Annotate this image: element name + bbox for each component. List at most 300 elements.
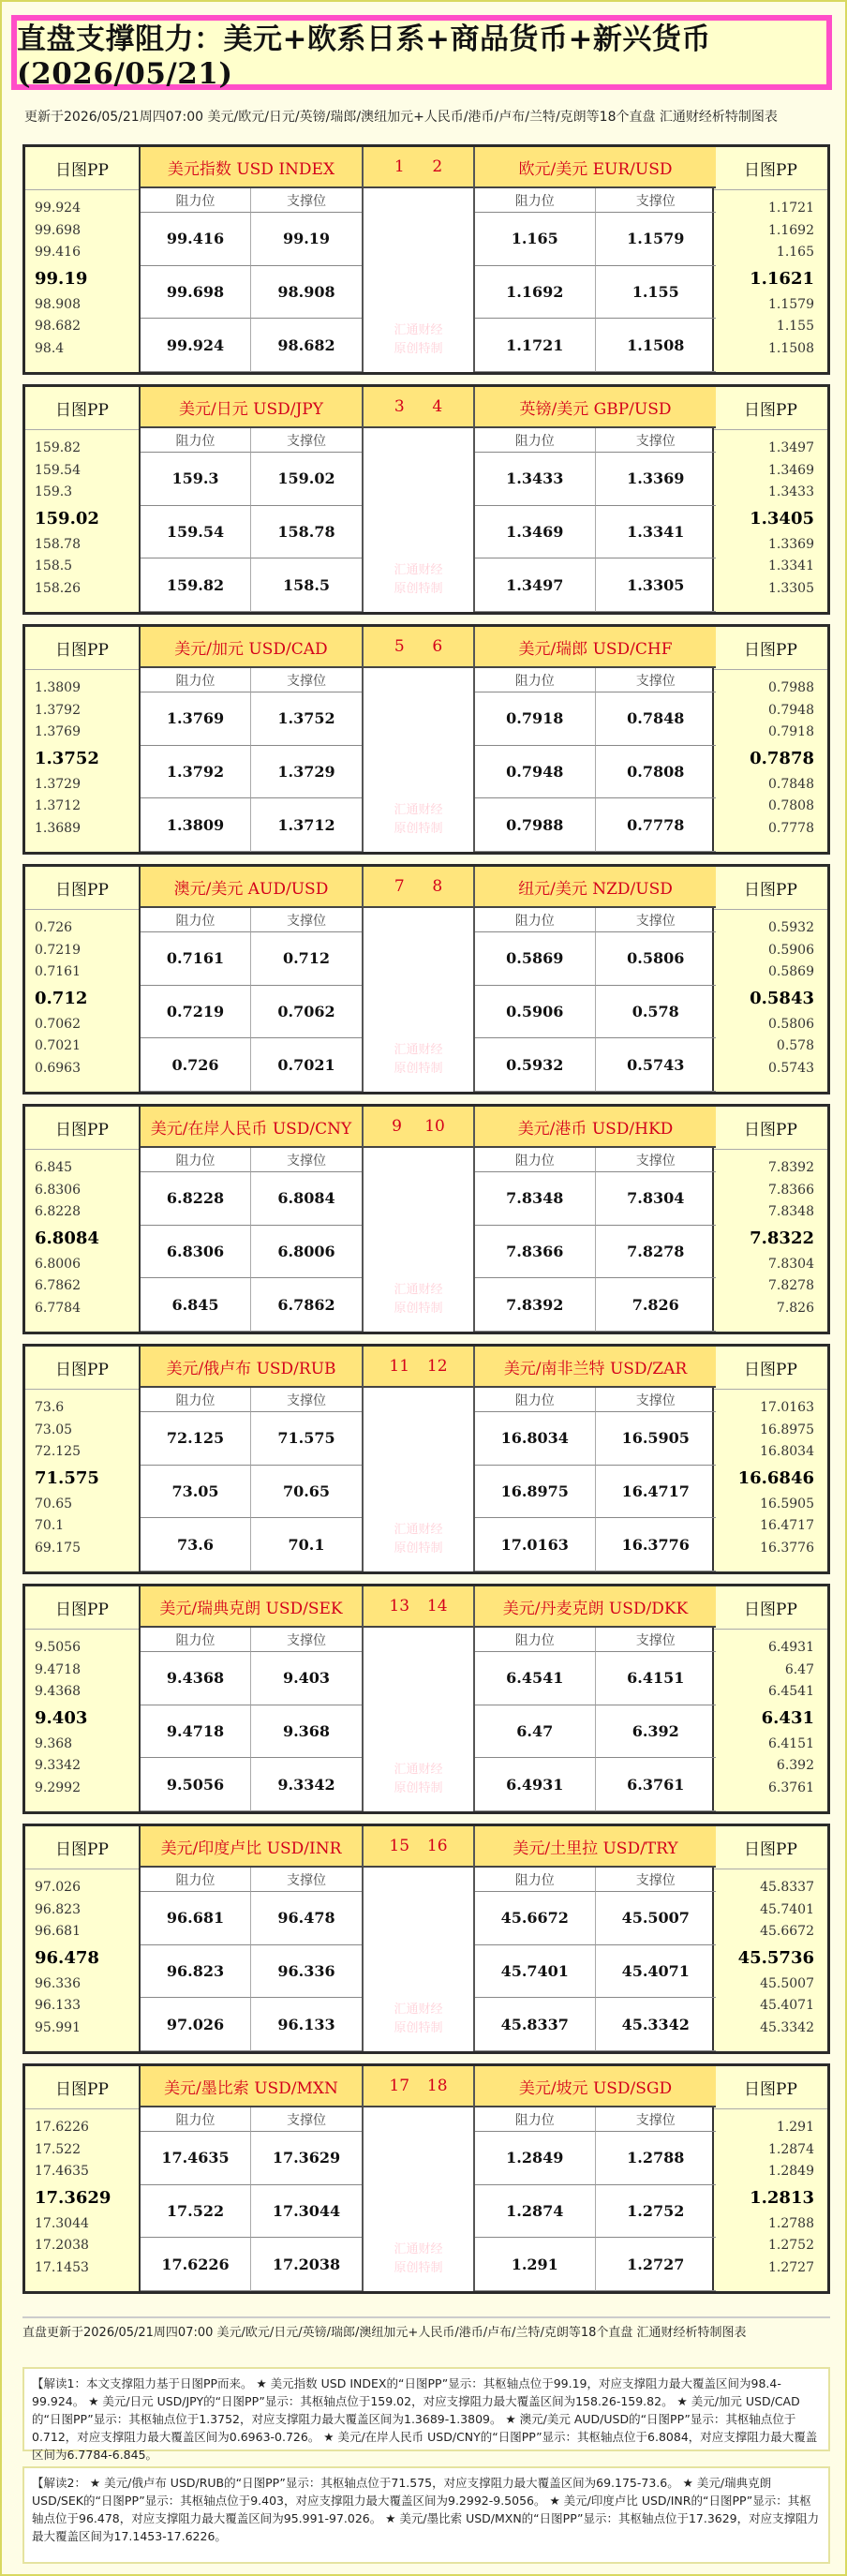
pivot-level-value: 158.26 (35, 580, 81, 596)
support-value: 96.336 (251, 1945, 362, 1999)
watermark-line-1: 汇通财经 (394, 2242, 443, 2256)
pivot-header: 日图PP (714, 1586, 827, 1630)
pair-title: 美元/港币 USD/HKD (473, 1107, 716, 1148)
left-pivot-column (25, 2066, 141, 2291)
interpretation-note-1: 【解读1：本文支撑阻力基于日图PP而来。 ★ 美元指数 USD INDEX的“日图PP”显示：其枢轴点位于99.19，对应支撑阻力最大覆盖区间为98.4-99.924。 ★ 美元/日元 USD/JPY的“日图PP”显示：其枢轴点位于159.02，对应支撑阻力最大覆盖区间为158.26-159.82。 ★ 美元/加元 USD/CAD的“日图PP”显示：其枢轴点位于1.3752，对应支撑阻力最大覆盖区间为1.3689-1.3809。 ★ 澳元/美元 AUD/USD的“日图PP”显示：其枢轴点位于0.712，对应支撑阻力最大覆盖区间为0.6963-0.726。 ★ 美元/在岸人民币 USD/CNY的“日图PP”显示：其枢轴点位于6.8084，对应支撑阻力最大覆盖区间为6.7784-6.845。 (22, 2367, 830, 2451)
pair-numbers (364, 2066, 473, 2107)
pair-title: 欧元/美元 EUR/USD (473, 147, 716, 188)
pivot-level-value: 45.4071 (760, 1998, 814, 2013)
pivot-level-value: 1.3433 (768, 484, 814, 499)
pair-number: 6 (432, 637, 443, 656)
levels-table (141, 2107, 364, 2291)
pivot-point-value: 7.8322 (750, 1228, 814, 1248)
pivot-level-value: 6.8006 (35, 1256, 81, 1272)
watermark-column (364, 1148, 473, 1332)
watermark (364, 1281, 473, 1318)
resistance-value: 1.3792 (141, 746, 251, 799)
pair-number: 16 (426, 1837, 448, 1855)
support-value: 6.392 (596, 1705, 717, 1759)
pair-number: 8 (432, 877, 443, 896)
pair-numbers (364, 387, 473, 428)
pivot-level-value: 159.82 (35, 440, 81, 455)
pair-numbers (364, 1586, 473, 1628)
pivot-level-value: 0.726 (35, 920, 73, 935)
resistance-header: 阻力位 (475, 1628, 596, 1652)
left-pivot-column (25, 1347, 141, 1571)
resistance-value: 9.4718 (141, 1705, 251, 1759)
pivot-level-value: 0.7778 (768, 820, 814, 836)
support-header: 支撑位 (251, 1628, 362, 1652)
support-value: 17.2038 (251, 2238, 362, 2291)
support-header: 支撑位 (596, 668, 717, 692)
pivot-header: 日图PP (25, 867, 139, 910)
pair-section (22, 1104, 830, 1334)
resistance-value: 1.3433 (475, 453, 596, 506)
pivot-level-value: 0.7808 (768, 798, 814, 813)
resistance-header: 阻力位 (141, 428, 251, 453)
support-value: 45.4071 (596, 1945, 717, 1999)
watermark-line-1: 汇通财经 (394, 563, 443, 577)
interpretation-note-2: 【解读2： ★ 美元/俄卢布 USD/RUB的“日图PP”显示：其枢轴点位于71.575，对应支撑阻力最大覆盖区间为69.175-73.6。 ★ 美元/瑞典克朗 USD/SEK的“日图PP”显示：其枢轴点位于9.403，对应支撑阻力最大覆盖区间为9.2992-9.5056。 ★ 美元/印度卢比 USD/INR的“日图PP”显示：其枢轴点位于96.478，对应支撑阻力最大覆盖区间为95.991-97.026。 ★ 美元/墨比索 USD/MXN的“日图PP”显示：其枢轴点位于17.3629，对应支撑阻力最大覆盖区间为17.1453-17.6226。 (22, 2466, 830, 2564)
pivot-level-value: 0.5743 (768, 1060, 814, 1076)
pivot-level-value: 98.4 (35, 340, 65, 356)
pivot-level-value: 45.7401 (760, 1901, 814, 1917)
watermark (364, 1761, 473, 1798)
pivot-level-value: 9.2992 (35, 1779, 81, 1795)
pivot-header: 日图PP (714, 387, 827, 430)
pivot-header: 日图PP (25, 1586, 139, 1630)
resistance-value: 73.6 (141, 1518, 251, 1571)
pivot-level-value: 17.3044 (35, 2215, 89, 2231)
resistance-value: 1.291 (475, 2238, 596, 2291)
support-value: 16.3776 (596, 1518, 717, 1571)
resistance-value: 0.7948 (475, 746, 596, 799)
support-header: 支撑位 (596, 2107, 717, 2132)
pivot-point-value: 16.6846 (737, 1467, 814, 1488)
resistance-value: 7.8366 (475, 1226, 596, 1279)
resistance-value: 97.026 (141, 1998, 251, 2051)
resistance-value: 1.165 (475, 213, 596, 266)
pivot-level-value: 9.4368 (35, 1684, 81, 1699)
pair-numbers (364, 867, 473, 908)
pair-title: 美元/印度卢比 USD/INR (141, 1826, 364, 1868)
resistance-value: 6.47 (475, 1705, 596, 1759)
support-value: 17.3044 (251, 2185, 362, 2239)
resistance-header: 阻力位 (141, 1148, 251, 1172)
support-value: 71.575 (251, 1412, 362, 1466)
support-value: 7.826 (596, 1278, 717, 1332)
update-subtitle: 更新于2026/05/21周四07:00 美元/欧元/日元/英镑/瑞郎/澳纽加元+人民币/港币/卢布/兰特/克朗等18个直盘 汇通财经析特制图表 (24, 110, 778, 125)
resistance-value: 45.8337 (475, 1998, 596, 2051)
resistance-header: 阻力位 (475, 908, 596, 932)
resistance-header: 阻力位 (475, 1868, 596, 1892)
resistance-header: 阻力位 (141, 188, 251, 213)
resistance-value: 0.7918 (475, 692, 596, 746)
pivot-level-value: 1.2874 (768, 2141, 814, 2157)
pivot-point-value: 71.575 (35, 1467, 99, 1488)
support-header: 支撑位 (251, 908, 362, 932)
resistance-header: 阻力位 (141, 1628, 251, 1652)
pair-title: 美元/墨比索 USD/MXN (141, 2066, 364, 2107)
levels-table (473, 1628, 716, 1811)
right-pivot-column (712, 1347, 827, 1571)
pivot-level-value: 99.924 (35, 201, 81, 216)
watermark-line-1: 汇通财经 (394, 2003, 443, 2017)
support-value: 45.5007 (596, 1892, 717, 1945)
support-header: 支撑位 (251, 668, 362, 692)
watermark-line-1: 汇通财经 (394, 1043, 443, 1057)
pair-title: 美元/在岸人民币 USD/CNY (141, 1107, 364, 1148)
support-header: 支撑位 (596, 188, 717, 213)
pair-numbers (364, 1107, 473, 1148)
left-pivot-column (25, 627, 141, 852)
resistance-value: 72.125 (141, 1412, 251, 1466)
watermark-column (364, 2107, 473, 2291)
support-value: 98.908 (251, 266, 362, 320)
pair-title: 英镑/美元 GBP/USD (473, 387, 716, 428)
support-value: 0.7062 (251, 986, 362, 1039)
resistance-value: 9.5056 (141, 1758, 251, 1811)
pivot-level-value: 9.368 (35, 1735, 73, 1751)
pair-section (22, 1584, 830, 1814)
resistance-value: 6.8306 (141, 1226, 251, 1279)
levels-table (141, 1388, 364, 1571)
pivot-point-value: 45.5736 (737, 1947, 814, 1968)
resistance-value: 159.3 (141, 453, 251, 506)
levels-table (473, 188, 716, 372)
pivot-point-value: 6.8084 (35, 1228, 99, 1248)
watermark (364, 2241, 473, 2278)
support-value: 1.3729 (251, 746, 362, 799)
pivot-level-value: 1.3809 (35, 680, 81, 695)
pivot-level-value: 6.7862 (35, 1278, 81, 1293)
resistance-value: 1.1692 (475, 266, 596, 320)
resistance-header: 阻力位 (475, 668, 596, 692)
resistance-value: 45.7401 (475, 1945, 596, 1999)
pivot-level-value: 7.8366 (768, 1182, 814, 1198)
resistance-value: 6.4931 (475, 1758, 596, 1811)
resistance-header: 阻力位 (475, 188, 596, 213)
support-value: 1.1508 (596, 319, 717, 372)
pair-number: 18 (426, 2077, 448, 2095)
pivot-header: 日图PP (25, 1826, 139, 1869)
pivot-level-value: 6.3761 (768, 1779, 814, 1795)
watermark-line-2: 原创特制 (394, 582, 443, 596)
pair-title: 澳元/美元 AUD/USD (141, 867, 364, 908)
pivot-level-value: 1.2849 (768, 2164, 814, 2179)
support-value: 1.3341 (596, 506, 717, 559)
pivot-point-value: 159.02 (35, 508, 99, 529)
pivot-level-value: 9.4718 (35, 1661, 81, 1677)
levels-table (473, 1388, 716, 1571)
pivot-level-value: 96.681 (35, 1924, 81, 1939)
pivot-level-value: 17.522 (35, 2141, 81, 2157)
support-value: 0.7808 (596, 746, 717, 799)
watermark-line-1: 汇通财经 (394, 1763, 443, 1777)
pivot-level-value: 1.1508 (768, 340, 814, 356)
pivot-level-value: 99.416 (35, 245, 81, 260)
pivot-level-value: 1.155 (776, 319, 814, 334)
pivot-header: 日图PP (25, 147, 139, 190)
footer-text: 直盘更新于2026/05/21周四07:00 美元/欧元/日元/英镑/瑞郎/澳纽加元+人民币/港币/卢布/兰特/克朗等18个直盘 汇通财经析特制图表 (22, 2316, 830, 2371)
pivot-level-value: 0.7918 (768, 724, 814, 739)
resistance-value: 16.8975 (475, 1466, 596, 1519)
resistance-header: 阻力位 (141, 2107, 251, 2132)
support-header: 支撑位 (596, 908, 717, 932)
pivot-level-value: 6.392 (776, 1758, 814, 1773)
support-value: 16.4717 (596, 1466, 717, 1519)
support-header: 支撑位 (596, 1388, 717, 1412)
pivot-level-value: 0.5932 (768, 920, 814, 935)
pivot-level-value: 1.3369 (768, 536, 814, 552)
pivot-level-value: 70.65 (35, 1496, 73, 1511)
pivot-level-value: 73.6 (35, 1400, 65, 1415)
pivot-header: 日图PP (714, 1107, 827, 1150)
pair-title: 美元/南非兰特 USD/ZAR (473, 1347, 716, 1388)
pivot-level-value: 98.908 (35, 296, 81, 312)
resistance-value: 0.7161 (141, 932, 251, 986)
pivot-level-value: 6.47 (784, 1661, 814, 1677)
pivot-header: 日图PP (714, 867, 827, 910)
pivot-level-value: 17.6226 (35, 2120, 89, 2135)
support-value: 96.133 (251, 1998, 362, 2051)
resistance-header: 阻力位 (141, 668, 251, 692)
watermark-column (364, 428, 473, 612)
pair-section (22, 1824, 830, 2054)
right-pivot-column (712, 2066, 827, 2291)
pivot-level-value: 0.7062 (35, 1016, 81, 1032)
pair-title: 美元指数 USD INDEX (141, 147, 364, 188)
right-pivot-column (712, 627, 827, 852)
pivot-level-value: 1.3712 (35, 798, 81, 813)
resistance-value: 1.3809 (141, 798, 251, 852)
resistance-value: 17.522 (141, 2185, 251, 2239)
pivot-level-value: 0.7219 (35, 942, 81, 958)
resistance-value: 99.698 (141, 266, 251, 320)
pair-section (22, 2063, 830, 2294)
pair-number: 17 (389, 2077, 410, 2095)
pivot-point-value: 96.478 (35, 1947, 99, 1968)
left-pivot-column (25, 1586, 141, 1811)
resistance-value: 9.4368 (141, 1652, 251, 1705)
pivot-level-value: 16.4717 (760, 1518, 814, 1533)
pair-title: 美元/俄卢布 USD/RUB (141, 1347, 364, 1388)
left-pivot-column (25, 1107, 141, 1332)
watermark-line-2: 原创特制 (394, 342, 443, 356)
resistance-value: 6.8228 (141, 1172, 251, 1226)
pair-number: 3 (394, 397, 405, 416)
pivot-level-value: 1.3689 (35, 820, 81, 836)
pivot-level-value: 45.8337 (760, 1880, 814, 1895)
resistance-value: 0.726 (141, 1038, 251, 1092)
pivot-level-value: 17.4635 (35, 2164, 89, 2179)
watermark (364, 1521, 473, 1558)
resistance-value: 0.5906 (475, 986, 596, 1039)
left-pivot-column (25, 387, 141, 612)
watermark-column (364, 188, 473, 372)
pivot-level-value: 6.4541 (768, 1684, 814, 1699)
pair-title: 美元/土里拉 USD/TRY (473, 1826, 716, 1868)
right-pivot-column (712, 867, 827, 1092)
pivot-level-value: 1.1579 (768, 296, 814, 312)
pivot-header: 日图PP (714, 147, 827, 190)
right-pivot-column (712, 147, 827, 372)
pair-section (22, 384, 830, 615)
support-value: 1.2752 (596, 2185, 717, 2239)
pivot-level-value: 0.5806 (768, 1016, 814, 1032)
support-value: 0.7021 (251, 1038, 362, 1092)
pivot-level-value: 1.3469 (768, 462, 814, 478)
watermark-line-1: 汇通财经 (394, 803, 443, 817)
support-header: 支撑位 (251, 1388, 362, 1412)
support-value: 9.3342 (251, 1758, 362, 1811)
watermark-column (364, 668, 473, 852)
pivot-level-value: 96.133 (35, 1998, 81, 2013)
watermark (364, 1041, 473, 1079)
levels-table (141, 188, 364, 372)
resistance-value: 96.681 (141, 1892, 251, 1945)
support-header: 支撑位 (596, 1628, 717, 1652)
support-header: 支撑位 (596, 428, 717, 453)
pivot-level-value: 0.7161 (35, 964, 81, 979)
pivot-level-value: 7.8278 (768, 1278, 814, 1293)
pivot-point-value: 1.1621 (750, 268, 814, 289)
pair-title: 美元/加元 USD/CAD (141, 627, 364, 668)
pivot-level-value: 1.1692 (768, 222, 814, 238)
watermark-line-2: 原创特制 (394, 1541, 443, 1556)
resistance-value: 0.5869 (475, 932, 596, 986)
support-header: 支撑位 (251, 1148, 362, 1172)
resistance-value: 99.924 (141, 319, 251, 372)
pair-number: 14 (426, 1597, 448, 1616)
levels-table (141, 1148, 364, 1332)
pivot-header: 日图PP (25, 1347, 139, 1390)
pivot-level-value: 17.1453 (35, 2259, 89, 2275)
pivot-level-value: 9.5056 (35, 1640, 81, 1655)
pivot-header: 日图PP (714, 1826, 827, 1869)
watermark-line-1: 汇通财经 (394, 1283, 443, 1297)
pair-title: 美元/坡元 USD/SGD (473, 2066, 716, 2107)
pivot-level-value: 97.026 (35, 1880, 81, 1895)
watermark (364, 321, 473, 359)
support-value: 9.368 (251, 1705, 362, 1759)
pivot-level-value: 17.0163 (760, 1400, 814, 1415)
levels-table (473, 1868, 716, 2051)
resistance-value: 96.823 (141, 1945, 251, 1999)
support-value: 96.478 (251, 1892, 362, 1945)
pivot-level-value: 99.698 (35, 222, 81, 238)
support-value: 158.78 (251, 506, 362, 559)
resistance-header: 阻力位 (141, 908, 251, 932)
right-pivot-column (712, 1826, 827, 2051)
support-header: 支撑位 (251, 188, 362, 213)
resistance-header: 阻力位 (475, 1388, 596, 1412)
watermark-line-1: 汇通财经 (394, 323, 443, 337)
support-value: 1.3369 (596, 453, 717, 506)
pivot-level-value: 6.845 (35, 1160, 73, 1175)
watermark (364, 561, 473, 599)
pivot-header: 日图PP (714, 2066, 827, 2109)
resistance-value: 45.6672 (475, 1892, 596, 1945)
pivot-level-value: 7.826 (776, 1300, 814, 1316)
watermark-line-2: 原创特制 (394, 822, 443, 836)
pivot-level-value: 0.5869 (768, 964, 814, 979)
support-value: 70.65 (251, 1466, 362, 1519)
pair-numbers (364, 147, 473, 188)
pivot-level-value: 0.7848 (768, 776, 814, 792)
support-value: 1.2788 (596, 2132, 717, 2185)
pivot-level-value: 1.3497 (768, 440, 814, 455)
support-value: 99.19 (251, 213, 362, 266)
pivot-level-value: 6.7784 (35, 1300, 81, 1316)
levels-table (141, 668, 364, 852)
pivot-header: 日图PP (25, 2066, 139, 2109)
support-header: 支撑位 (251, 1868, 362, 1892)
resistance-value: 6.4541 (475, 1652, 596, 1705)
levels-table (473, 668, 716, 852)
pivot-header: 日图PP (25, 387, 139, 430)
pivot-level-value: 96.823 (35, 1901, 81, 1917)
levels-table (473, 908, 716, 1092)
pivot-level-value: 16.5905 (760, 1496, 814, 1511)
resistance-header: 阻力位 (475, 1148, 596, 1172)
support-value: 16.5905 (596, 1412, 717, 1466)
resistance-header: 阻力位 (475, 428, 596, 453)
pivot-point-value: 0.712 (35, 988, 88, 1008)
pair-number: 15 (389, 1837, 410, 1855)
support-value: 0.712 (251, 932, 362, 986)
pair-numbers (364, 1347, 473, 1388)
levels-table (141, 1628, 364, 1811)
right-pivot-column (712, 1107, 827, 1332)
resistance-value: 99.416 (141, 213, 251, 266)
resistance-value: 1.2874 (475, 2185, 596, 2239)
resistance-header: 阻力位 (141, 1868, 251, 1892)
pair-numbers (364, 1826, 473, 1868)
resistance-header: 阻力位 (475, 2107, 596, 2132)
pair-number: 9 (392, 1117, 402, 1136)
pair-section (22, 624, 830, 855)
pivot-level-value: 1.3792 (35, 702, 81, 718)
pivot-point-value: 1.2813 (750, 2187, 814, 2208)
pair-section (22, 144, 830, 375)
pivot-level-value: 69.175 (35, 1540, 81, 1556)
pivot-level-value: 1.3305 (768, 580, 814, 596)
pivot-point-value: 0.7878 (750, 748, 814, 768)
support-value: 6.3761 (596, 1758, 717, 1811)
watermark (364, 801, 473, 839)
pivot-point-value: 99.19 (35, 268, 88, 289)
support-header: 支撑位 (596, 1148, 717, 1172)
pivot-level-value: 1.3341 (768, 558, 814, 573)
resistance-value: 0.7219 (141, 986, 251, 1039)
resistance-value: 7.8392 (475, 1278, 596, 1332)
support-value: 159.02 (251, 453, 362, 506)
support-value: 1.3712 (251, 798, 362, 852)
pair-title: 美元/日元 USD/JPY (141, 387, 364, 428)
pivot-level-value: 1.3769 (35, 724, 81, 739)
pivot-level-value: 17.2038 (35, 2238, 89, 2253)
pair-number: 13 (389, 1597, 410, 1616)
support-value: 6.8006 (251, 1226, 362, 1279)
pivot-level-value: 95.991 (35, 2019, 81, 2035)
support-value: 6.4151 (596, 1652, 717, 1705)
watermark-column (364, 1628, 473, 1811)
pivot-point-value: 9.403 (35, 1707, 88, 1728)
watermark-column (364, 908, 473, 1092)
pivot-point-value: 1.3405 (750, 508, 814, 529)
pivot-level-value: 0.7988 (768, 680, 814, 695)
